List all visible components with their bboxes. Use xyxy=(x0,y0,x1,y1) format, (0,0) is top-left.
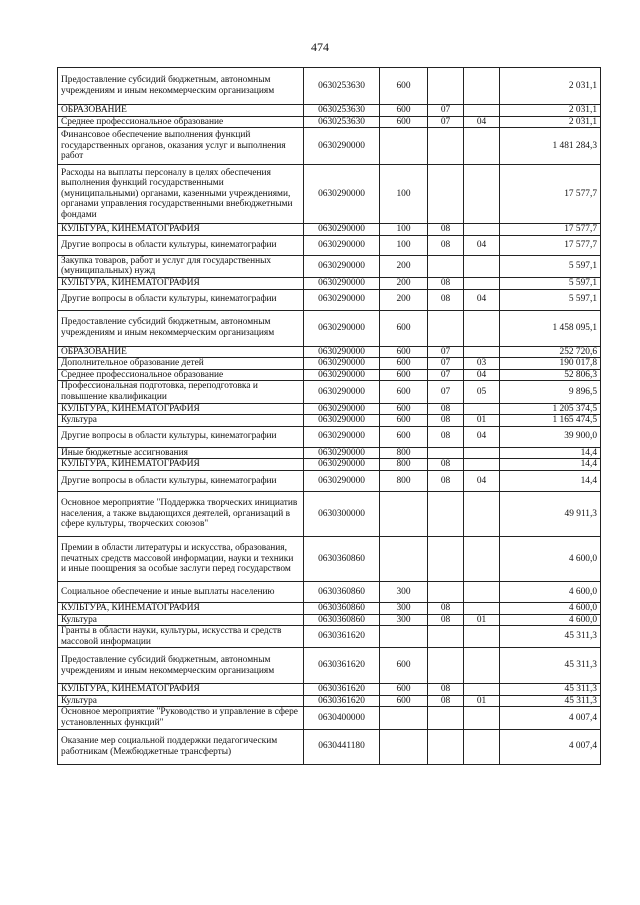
row-name: Гранты в области науки, культуры, искусства и средств массовой информации xyxy=(58,626,304,648)
row-name: Другие вопросы в области культуры, кинематографии xyxy=(58,470,304,491)
row-section: 07 xyxy=(428,358,464,370)
row-section: 08 xyxy=(428,470,464,491)
table-row xyxy=(58,626,601,648)
row-section: 08 xyxy=(428,614,464,626)
row-subsection xyxy=(464,536,500,581)
row-subsection xyxy=(464,255,500,277)
row-subsection xyxy=(464,447,500,459)
table-row xyxy=(58,116,601,128)
row-target-code: 0630253630 xyxy=(304,116,380,128)
row-target-code: 0630400000 xyxy=(304,707,380,729)
table-row xyxy=(58,346,601,358)
row-target-code: 0630290000 xyxy=(304,381,380,403)
table-row xyxy=(58,614,601,626)
row-subsection: 04 xyxy=(464,235,500,255)
table-row xyxy=(58,165,601,224)
row-amount: 49 911,3 xyxy=(500,491,601,536)
row-target-code: 0630361620 xyxy=(304,684,380,696)
row-name: КУЛЬТУРА, КИНЕМАТОГРАФИЯ xyxy=(58,684,304,696)
row-expense-type: 600 xyxy=(380,68,428,105)
row-amount: 1 481 284,3 xyxy=(500,128,601,165)
budget-table-body xyxy=(58,68,601,765)
row-section: 08 xyxy=(428,415,464,427)
table-row xyxy=(58,470,601,491)
row-amount: 45 311,3 xyxy=(500,648,601,684)
row-expense-type: 800 xyxy=(380,447,428,459)
row-subsection xyxy=(464,224,500,236)
row-name: Другие вопросы в области культуры, кинематографии xyxy=(58,289,304,310)
row-target-code: 0630290000 xyxy=(304,447,380,459)
row-target-code: 0630290000 xyxy=(304,255,380,277)
row-section xyxy=(428,536,464,581)
row-target-code: 0630290000 xyxy=(304,426,380,447)
table-row xyxy=(58,426,601,447)
row-target-code: 0630290000 xyxy=(304,459,380,471)
row-subsection xyxy=(464,68,500,105)
row-section: 07 xyxy=(428,116,464,128)
row-name: Профессиональная подготовка, переподготовка и повышение квалификации xyxy=(58,381,304,403)
row-section xyxy=(428,310,464,346)
row-target-code: 0630290000 xyxy=(304,235,380,255)
row-expense-type xyxy=(380,536,428,581)
row-subsection xyxy=(464,277,500,289)
table-row xyxy=(58,695,601,707)
table-row xyxy=(58,729,601,764)
row-target-code: 0630290000 xyxy=(304,224,380,236)
table-row xyxy=(58,68,601,105)
row-subsection: 05 xyxy=(464,381,500,403)
row-section xyxy=(428,581,464,602)
row-section: 08 xyxy=(428,695,464,707)
row-name: Основное мероприятие "Руководство и управление в сфере установленных функций" xyxy=(58,707,304,729)
row-target-code: 0630441180 xyxy=(304,729,380,764)
row-name: Премии в области литературы и искусства, образования, печатных средств массовой информации, науки и техники и иные поощрения за особые заслуги перед государством xyxy=(58,536,304,581)
row-expense-type: 600 xyxy=(380,381,428,403)
row-amount: 4 600,0 xyxy=(500,602,601,614)
row-section: 08 xyxy=(428,277,464,289)
row-expense-type: 200 xyxy=(380,277,428,289)
row-target-code: 0630290000 xyxy=(304,128,380,165)
row-name: Среднее профессиональное образование xyxy=(58,369,304,381)
row-expense-type xyxy=(380,729,428,764)
row-expense-type: 600 xyxy=(380,116,428,128)
row-target-code: 0630290000 xyxy=(304,165,380,224)
row-name: Расходы на выплаты персоналу в целях обеспечения выполнения функций государственными (муниципальными) органами, казенными учреждениями, органами управления государственными внебюджетными фондами xyxy=(58,165,304,224)
row-subsection: 03 xyxy=(464,358,500,370)
row-target-code: 0630361620 xyxy=(304,695,380,707)
table-row xyxy=(58,602,601,614)
row-target-code: 0630253630 xyxy=(304,105,380,117)
row-subsection xyxy=(464,648,500,684)
row-amount: 14,4 xyxy=(500,470,601,491)
row-name: Иные бюджетные ассигнования xyxy=(58,447,304,459)
row-expense-type: 300 xyxy=(380,614,428,626)
row-amount: 39 900,0 xyxy=(500,426,601,447)
row-subsection xyxy=(464,626,500,648)
row-subsection xyxy=(464,491,500,536)
row-subsection xyxy=(464,707,500,729)
table-row xyxy=(58,447,601,459)
row-name: КУЛЬТУРА, КИНЕМАТОГРАФИЯ xyxy=(58,224,304,236)
row-amount: 52 806,3 xyxy=(500,369,601,381)
row-section: 08 xyxy=(428,684,464,696)
row-amount: 2 031,1 xyxy=(500,105,601,117)
row-section: 07 xyxy=(428,346,464,358)
row-name: КУЛЬТУРА, КИНЕМАТОГРАФИЯ xyxy=(58,403,304,415)
row-subsection xyxy=(464,165,500,224)
row-target-code: 0630290000 xyxy=(304,415,380,427)
row-expense-type xyxy=(380,707,428,729)
table-row xyxy=(58,415,601,427)
row-subsection xyxy=(464,684,500,696)
row-expense-type: 100 xyxy=(380,224,428,236)
row-expense-type: 600 xyxy=(380,403,428,415)
row-expense-type: 200 xyxy=(380,289,428,310)
table-row xyxy=(58,369,601,381)
row-section xyxy=(428,491,464,536)
row-name: ОБРАЗОВАНИЕ xyxy=(58,105,304,117)
row-section: 08 xyxy=(428,426,464,447)
row-name: Социальное обеспечение и иные выплаты населению xyxy=(58,581,304,602)
row-amount: 4 600,0 xyxy=(500,614,601,626)
row-name: Оказание мер социальной поддержки педагогическим работникам (Межбюджетные трансферты) xyxy=(58,729,304,764)
table-row xyxy=(58,105,601,117)
row-section xyxy=(428,165,464,224)
table-row xyxy=(58,459,601,471)
row-amount: 5 597,1 xyxy=(500,277,601,289)
row-expense-type: 600 xyxy=(380,695,428,707)
row-name: ОБРАЗОВАНИЕ xyxy=(58,346,304,358)
row-subsection xyxy=(464,105,500,117)
row-target-code: 0630361620 xyxy=(304,648,380,684)
row-expense-type: 100 xyxy=(380,165,428,224)
row-amount: 14,4 xyxy=(500,447,601,459)
row-name: Другие вопросы в области культуры, кинематографии xyxy=(58,235,304,255)
table-row xyxy=(58,648,601,684)
row-amount: 252 720,6 xyxy=(500,346,601,358)
row-amount: 4 600,0 xyxy=(500,536,601,581)
row-target-code: 0630360860 xyxy=(304,602,380,614)
row-name: Культура xyxy=(58,614,304,626)
row-expense-type: 600 xyxy=(380,346,428,358)
row-expense-type: 600 xyxy=(380,415,428,427)
row-subsection: 01 xyxy=(464,695,500,707)
row-amount: 4 007,4 xyxy=(500,707,601,729)
row-name: Среднее профессиональное образование xyxy=(58,116,304,128)
row-target-code: 0630360860 xyxy=(304,536,380,581)
row-name: КУЛЬТУРА, КИНЕМАТОГРАФИЯ xyxy=(58,277,304,289)
row-subsection: 04 xyxy=(464,369,500,381)
row-subsection: 04 xyxy=(464,289,500,310)
row-section xyxy=(428,255,464,277)
row-subsection: 04 xyxy=(464,470,500,491)
row-expense-type: 300 xyxy=(380,602,428,614)
table-row xyxy=(58,358,601,370)
row-target-code: 0630290000 xyxy=(304,277,380,289)
table-row xyxy=(58,235,601,255)
row-target-code: 0630290000 xyxy=(304,346,380,358)
row-target-code: 0630300000 xyxy=(304,491,380,536)
row-expense-type: 600 xyxy=(380,369,428,381)
table-row xyxy=(58,255,601,277)
table-row xyxy=(58,536,601,581)
row-name: Культура xyxy=(58,415,304,427)
row-section xyxy=(428,648,464,684)
row-name: Предоставление субсидий бюджетным, автономным учреждениям и иным некоммерческим организациям xyxy=(58,648,304,684)
row-section: 08 xyxy=(428,224,464,236)
row-amount: 1 458 095,1 xyxy=(500,310,601,346)
row-amount: 190 017,8 xyxy=(500,358,601,370)
row-section xyxy=(428,447,464,459)
row-section xyxy=(428,707,464,729)
row-amount: 4 007,4 xyxy=(500,729,601,764)
row-amount: 45 311,3 xyxy=(500,626,601,648)
row-section: 08 xyxy=(428,235,464,255)
row-expense-type: 100 xyxy=(380,235,428,255)
row-section: 08 xyxy=(428,459,464,471)
row-target-code: 0630290000 xyxy=(304,289,380,310)
row-amount: 9 896,5 xyxy=(500,381,601,403)
row-expense-type: 600 xyxy=(380,105,428,117)
row-target-code: 0630290000 xyxy=(304,310,380,346)
row-name: Культура xyxy=(58,695,304,707)
row-amount: 4 600,0 xyxy=(500,581,601,602)
table-row xyxy=(58,381,601,403)
row-section: 07 xyxy=(428,105,464,117)
row-subsection xyxy=(464,346,500,358)
row-expense-type xyxy=(380,626,428,648)
table-row xyxy=(58,289,601,310)
row-expense-type: 800 xyxy=(380,470,428,491)
budget-table xyxy=(57,67,601,765)
row-subsection xyxy=(464,581,500,602)
row-subsection: 01 xyxy=(464,614,500,626)
row-subsection xyxy=(464,602,500,614)
row-amount: 5 597,1 xyxy=(500,255,601,277)
row-subsection xyxy=(464,403,500,415)
row-expense-type: 200 xyxy=(380,255,428,277)
table-row xyxy=(58,581,601,602)
row-section: 08 xyxy=(428,289,464,310)
row-expense-type: 800 xyxy=(380,459,428,471)
row-subsection: 01 xyxy=(464,415,500,427)
row-expense-type: 300 xyxy=(380,581,428,602)
row-amount: 17 577,7 xyxy=(500,224,601,236)
row-target-code: 0630290000 xyxy=(304,470,380,491)
row-name: Финансовое обеспечение выполнения функций государственных органов, оказания услуг и выполнения работ xyxy=(58,128,304,165)
row-name: КУЛЬТУРА, КИНЕМАТОГРАФИЯ xyxy=(58,459,304,471)
row-expense-type: 600 xyxy=(380,684,428,696)
row-amount: 2 031,1 xyxy=(500,68,601,105)
row-expense-type: 600 xyxy=(380,358,428,370)
row-name: Дополнительное образование детей xyxy=(58,358,304,370)
row-section: 08 xyxy=(428,602,464,614)
row-amount: 5 597,1 xyxy=(500,289,601,310)
row-name: Другие вопросы в области культуры, кинематографии xyxy=(58,426,304,447)
row-expense-type: 600 xyxy=(380,310,428,346)
row-subsection: 04 xyxy=(464,116,500,128)
row-subsection xyxy=(464,128,500,165)
row-section xyxy=(428,68,464,105)
table-row xyxy=(58,224,601,236)
row-name: Основное мероприятие "Поддержка творческих инициатив населения, а также выдающихся деятелей, организаций в сфере культуры, творческих союзов" xyxy=(58,491,304,536)
row-subsection xyxy=(464,459,500,471)
row-subsection: 04 xyxy=(464,426,500,447)
row-subsection xyxy=(464,729,500,764)
table-row xyxy=(58,684,601,696)
row-section xyxy=(428,729,464,764)
table-row xyxy=(58,128,601,165)
row-amount: 1 165 474,5 xyxy=(500,415,601,427)
row-section: 07 xyxy=(428,369,464,381)
row-expense-type xyxy=(380,491,428,536)
row-section: 08 xyxy=(428,403,464,415)
row-target-code: 0630360860 xyxy=(304,614,380,626)
row-amount: 2 031,1 xyxy=(500,116,601,128)
page-number: 474 xyxy=(311,40,329,54)
row-amount: 45 311,3 xyxy=(500,695,601,707)
row-amount: 17 577,7 xyxy=(500,235,601,255)
row-section: 07 xyxy=(428,381,464,403)
row-amount: 45 311,3 xyxy=(500,684,601,696)
table-row xyxy=(58,277,601,289)
row-section xyxy=(428,128,464,165)
row-target-code: 0630290000 xyxy=(304,358,380,370)
row-amount: 14,4 xyxy=(500,459,601,471)
row-target-code: 0630361620 xyxy=(304,626,380,648)
row-target-code: 0630290000 xyxy=(304,403,380,415)
table-row xyxy=(58,707,601,729)
row-target-code: 0630253630 xyxy=(304,68,380,105)
table-row xyxy=(58,310,601,346)
row-amount: 1 205 374,5 xyxy=(500,403,601,415)
row-name: Предоставление субсидий бюджетным, автономным учреждениям и иным некоммерческим организациям xyxy=(58,68,304,105)
row-name: Закупка товаров, работ и услуг для государственных (муниципальных) нужд xyxy=(58,255,304,277)
row-subsection xyxy=(464,310,500,346)
row-expense-type: 600 xyxy=(380,648,428,684)
row-expense-type xyxy=(380,128,428,165)
row-name: КУЛЬТУРА, КИНЕМАТОГРАФИЯ xyxy=(58,602,304,614)
row-amount: 17 577,7 xyxy=(500,165,601,224)
table-row xyxy=(58,403,601,415)
row-section xyxy=(428,626,464,648)
row-expense-type: 600 xyxy=(380,426,428,447)
row-name: Предоставление субсидий бюджетным, автономным учреждениям и иным некоммерческим организациям xyxy=(58,310,304,346)
row-target-code: 0630360860 xyxy=(304,581,380,602)
row-target-code: 0630290000 xyxy=(304,369,380,381)
table-row xyxy=(58,491,601,536)
